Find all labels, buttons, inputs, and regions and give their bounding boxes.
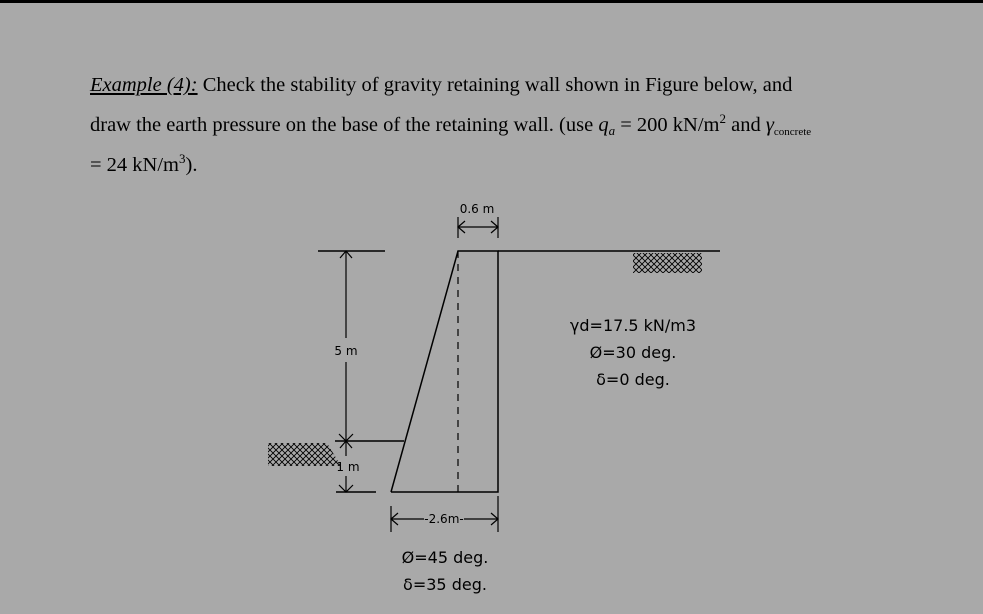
wall-outline bbox=[391, 251, 498, 492]
gamma-symbol: γ bbox=[765, 114, 774, 136]
front-soil-hatch bbox=[268, 443, 341, 466]
gamma-subscript: concrete bbox=[773, 126, 812, 138]
base-delta: δ=35 deg. bbox=[403, 575, 487, 594]
line3-exponent: 3 bbox=[179, 151, 186, 166]
backfill-phi: Ø=30 deg. bbox=[589, 343, 677, 362]
base-phi: Ø=45 deg. bbox=[401, 548, 489, 567]
backfill-soil-hatch bbox=[633, 253, 702, 273]
line1-text: Check the stability of gravity retaining wall shown in Figure below, and bbox=[197, 74, 793, 96]
height-label: 5 m bbox=[334, 344, 358, 358]
qa-subscript: a bbox=[608, 123, 616, 138]
line3-value: = 24 kN/m bbox=[90, 154, 180, 176]
qa-value: = 200 kN/m bbox=[615, 114, 720, 136]
backfill-delta: δ=0 deg. bbox=[596, 370, 670, 389]
and-text: and bbox=[725, 114, 766, 136]
backfill-unit-weight: γd=17.5 kN/m3 bbox=[569, 316, 697, 335]
qa-symbol: q bbox=[598, 114, 609, 136]
base-width-label: -2.6m- bbox=[424, 512, 464, 526]
embed-label: 1 m bbox=[336, 460, 360, 474]
qa-exponent: 2 bbox=[719, 111, 726, 126]
line2-text: draw the earth pressure on the base of the retaining wall. (use bbox=[90, 114, 599, 136]
line3-end: ). bbox=[185, 154, 198, 176]
example-label: Example (4): bbox=[90, 74, 198, 96]
top-width-label: 0.6 m bbox=[459, 202, 495, 216]
